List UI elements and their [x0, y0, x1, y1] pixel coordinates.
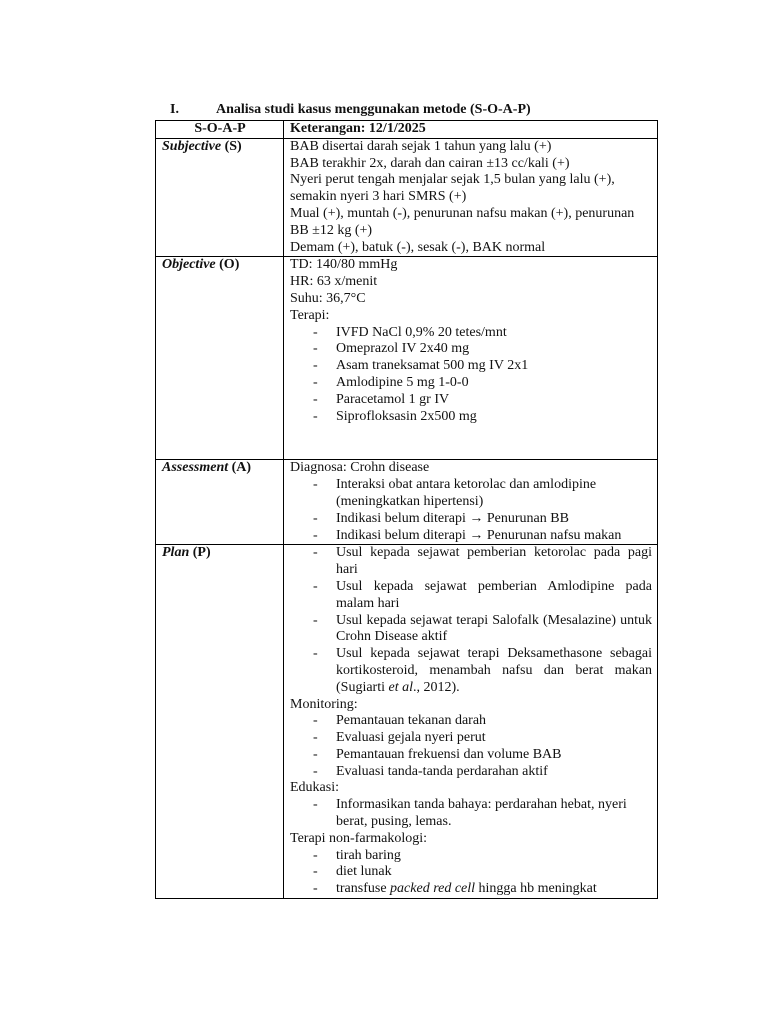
- monitoring-list: [290, 713, 652, 780]
- subjective-line: Nyeri perut tengah menjalar sejak 1,5 bulan yang lalu (+), semakin nyeri 3 hari SMRS (+): [290, 172, 615, 205]
- list-item: - Indikasi belum diterapi → Penurunan BB: [313, 510, 569, 526]
- list-item: - Indikasi belum diterapi → Penurunan nafsu makan: [313, 527, 622, 543]
- list-item: - tirah baring: [313, 847, 401, 863]
- list-item: - Evaluasi tanda-tanda perdarahan aktif: [313, 763, 548, 779]
- table-header-row: [156, 121, 658, 139]
- list-item: - Usul kepada sejawat terapi Salofalk (Mesalazine) untuk Crohn Disease aktif: [313, 612, 652, 645]
- list-item: - Informasikan tanda bahaya: perdarahan hebat, nyeri berat, pusing, lemas.: [313, 797, 627, 830]
- diagnosis-text: Diagnosa: Crohn disease: [290, 460, 430, 476]
- row-label-objective: Objective (O): [156, 257, 284, 460]
- vital-sign-temperature: Suhu: 36,7°C: [290, 290, 366, 306]
- soap-table: [155, 120, 658, 899]
- list-item: - Amlodipine 5 mg 1-0-0: [313, 374, 469, 390]
- vital-sign-hr: HR: 63 x/menit: [290, 274, 378, 290]
- subjective-line: BAB terakhir 2x, darah dan cairan ±13 cc/kali (+): [290, 155, 570, 171]
- header-cell-soap: S-O-A-P: [156, 121, 284, 139]
- vital-sign-td: TD: 140/80 mmHg: [290, 257, 398, 273]
- list-item: - Evaluasi gejala nyeri perut: [313, 730, 486, 746]
- list-item: - Usul kepada sejawat terapi Deksamethasone sebagai kortikosteroid, menambah nafsu dan berat makan (Sugiarti et al., 2012).: [313, 646, 652, 695]
- subjective-content: [284, 138, 658, 257]
- section-number: I.: [170, 102, 179, 117]
- list-item: - diet lunak: [313, 864, 392, 880]
- list-item: - Pemantauan tekanan darah: [313, 713, 487, 729]
- row-label-subjective: Subjective (S): [156, 138, 284, 257]
- section-heading: [170, 102, 531, 118]
- list-item: - Pemantauan frekuensi dan volume BAB: [313, 746, 562, 762]
- therapy-list: [290, 325, 652, 426]
- therapy-label: Terapi:: [290, 307, 330, 323]
- subjective-line: BAB disertai darah sejak 1 tahun yang lalu (+): [290, 138, 552, 154]
- list-item: - Paracetamol 1 gr IV: [313, 391, 450, 407]
- edukasi-list: [290, 797, 652, 831]
- row-label-plan: Plan (P): [156, 545, 284, 899]
- section-title: Analisa studi kasus menggunakan metode (S-O-A-P): [216, 102, 531, 117]
- list-item: - Usul kepada sejawat pemberian ketorolac pada pagi hari: [313, 545, 652, 578]
- nonfarm-label: Terapi non-farmakologi:: [290, 830, 428, 846]
- plan-content: [284, 545, 658, 899]
- subjective-line: Demam (+), batuk (-), sesak (-), BAK normal: [290, 239, 546, 255]
- assessment-content: [284, 460, 658, 545]
- table-row-plan: [156, 545, 658, 899]
- table-row-objective: [156, 257, 658, 460]
- list-item: - Omeprazol IV 2x40 mg: [313, 341, 470, 357]
- plan-list: [290, 545, 652, 696]
- assessment-list: [290, 477, 652, 544]
- edukasi-label: Edukasi:: [290, 780, 339, 796]
- subjective-line: Mual (+), muntah (-), penurunan nafsu makan (+), penurunan BB ±12 kg (+): [290, 205, 635, 238]
- list-item: - Asam traneksamat 500 mg IV 2x1: [313, 358, 529, 374]
- list-item: - Interaksi obat antara ketorolac dan amlodipine (meningkatkan hipertensi): [313, 477, 597, 509]
- row-label-assessment: Assessment (A): [156, 460, 284, 545]
- header-cell-keterangan: Keterangan: 12/1/2025: [284, 121, 658, 139]
- list-item: - Usul kepada sejawat pemberian Amlodipine pada malam hari: [313, 578, 652, 611]
- list-item: - transfuse packed red cell hingga hb meningkat: [313, 881, 597, 897]
- table-row-assessment: [156, 460, 658, 545]
- nonfarm-list: [290, 848, 652, 898]
- table-row-subjective: [156, 138, 658, 257]
- objective-content: [284, 257, 658, 460]
- monitoring-label: Monitoring:: [290, 696, 358, 712]
- list-item: - Siprofloksasin 2x500 mg: [313, 408, 477, 424]
- list-item: - IVFD NaCl 0,9% 20 tetes/mnt: [313, 324, 507, 340]
